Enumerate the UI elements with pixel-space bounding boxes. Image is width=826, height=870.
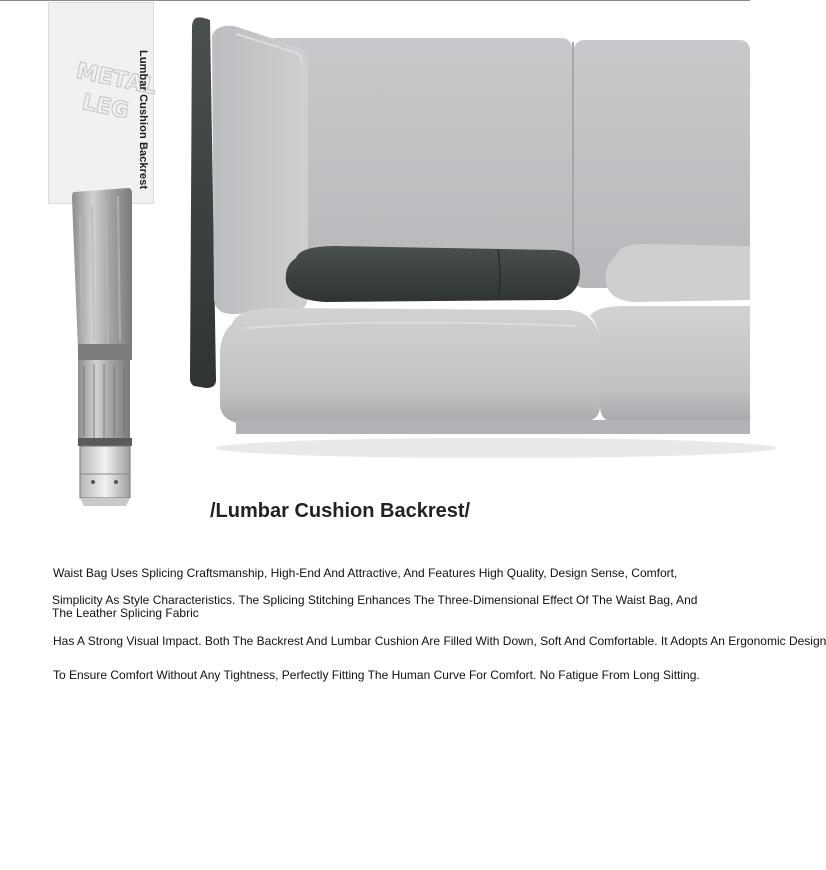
watermark-line2: LEG	[79, 90, 132, 125]
description-line-1: Waist Bag Uses Splicing Craftsmanship, High-End And Attractive, And Features High Quality, Design Sense, Comfort,	[53, 566, 678, 580]
watermark-line1: METAL	[73, 58, 159, 101]
label-card	[48, 2, 159, 204]
top-divider	[0, 0, 750, 1]
sofa-image	[176, 10, 750, 460]
description-line-4: To Ensure Comfort Without Any Tightness, Perfectly Fitting The Human Curve For Comfort. No Fatigue From Long Sitting.	[53, 668, 700, 682]
description-line-2: Simplicity As Style Characteristics. The Splicing Stitching Enhances The Three-Dimensional Effect Of The Waist Bag, And The Leather Splicing Fabric	[52, 593, 698, 620]
metal-leg-image	[66, 186, 140, 508]
side-label: Lumbar Cushion Backrest	[137, 50, 149, 190]
section-heading: /Lumbar Cushion Backrest/	[210, 500, 471, 522]
description-line-3: Has A Strong Visual Impact. Both The Backrest And Lumbar Cushion Are Filled With Down, Soft And Comfortable. It Adopts An Ergonomic Design	[53, 634, 826, 648]
